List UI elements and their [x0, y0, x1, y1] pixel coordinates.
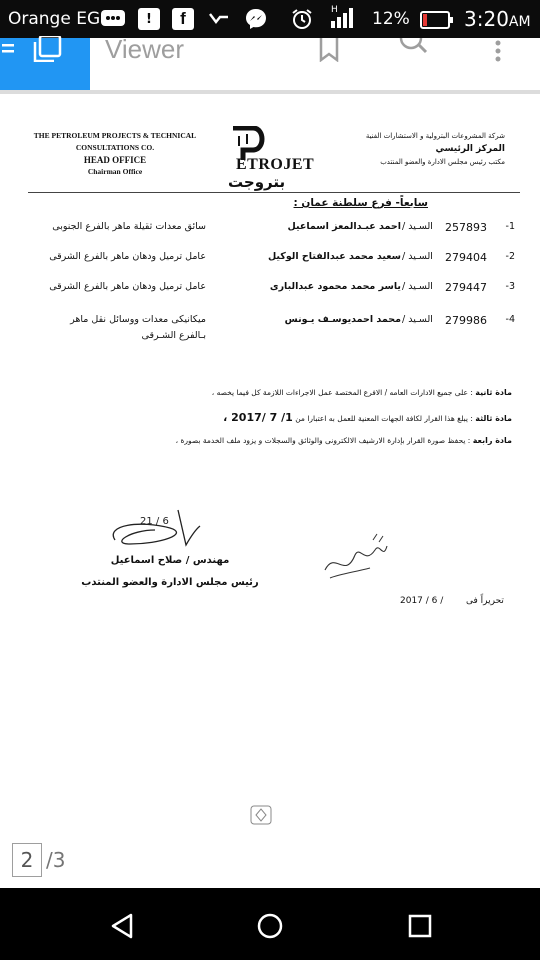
messenger-icon: [244, 8, 268, 30]
chairman-office-label: Chairman Office: [87, 167, 143, 176]
head-office-label: HEAD OFFICE: [83, 155, 147, 165]
back-icon: [109, 912, 135, 940]
carrier-name: Orange EG: [8, 9, 101, 29]
logo-name-ar: بتروجت: [228, 173, 286, 191]
row-number: -2: [505, 251, 515, 262]
article-text: : يبلغ هذا القرار لكافة الجهات المعنية للعمل به اعتبارا من: [295, 414, 473, 423]
status-bar: [0, 0, 540, 38]
page-edge: [0, 90, 540, 94]
signer-name: مهندس / صلاح اسماعيل: [110, 555, 230, 566]
letterhead-divider: [28, 192, 520, 193]
more-options-button[interactable]: [494, 40, 502, 66]
signature-note: 21 / 6: [140, 516, 169, 527]
current-page[interactable]: 2: [12, 843, 42, 877]
company-name-en-1: THE PETROLEUM PROJECTS & TECHNICAL: [33, 131, 197, 140]
company-name-ar: شركة المشروعات البترولية و الاستشارات الفنية: [365, 132, 505, 140]
messaging-icon: [100, 8, 126, 30]
navigation-bar: [0, 888, 540, 960]
documents-icon: [30, 36, 64, 66]
employee-code: 279986: [445, 314, 487, 327]
table-row: [30, 221, 515, 245]
app-bar: [0, 34, 540, 90]
section-title: سابعاً- فرع سلطنة عمان :: [293, 197, 428, 209]
recents-icon: [407, 913, 433, 939]
employee-code: 257893: [445, 221, 487, 234]
job-title-continued: بـالفرع الشـرقى: [141, 330, 206, 341]
employee-code: 279404: [445, 251, 487, 264]
letterhead-arabic: [330, 130, 505, 169]
battery-percent: 12%: [372, 9, 410, 29]
table-row: [30, 314, 515, 350]
total-pages: /3: [46, 848, 66, 872]
table-row: [30, 281, 515, 305]
honorific: السـيد /: [402, 251, 433, 262]
article-4: [32, 436, 512, 445]
logo-name-en: ETROJET: [236, 156, 315, 173]
article-label: مادة ثالثة: [475, 414, 512, 423]
article-text: : على جميع الادارات العامه / الافرع المختصة عمل الاجراءات اللازمة كل فيما يخصه ،: [211, 388, 473, 397]
article-text: : يحفظ صورة القرار بإدارة الارشيف الالكترونى والوثائق والسجلات و يزود ملف الخدمة بصورة ،: [175, 436, 471, 445]
chairman-office-ar: مكتب رئيس مجلس الادارة والعضو المنتدب: [380, 158, 505, 166]
search-button[interactable]: [398, 38, 428, 64]
home-icon: [256, 912, 284, 940]
table-row: [30, 251, 515, 275]
company-name-en-2: CONSULTATIONS CO.: [75, 143, 155, 152]
row-number: -3: [505, 281, 515, 292]
row-number: -1: [505, 221, 515, 232]
signer-title: رئيس مجلس الادارة والعضو المنتدب: [81, 577, 259, 588]
employee-name: احمد عبـدالمعز اسماعيل: [287, 221, 401, 232]
article-3: [32, 411, 512, 424]
employee-code: 279447: [445, 281, 487, 294]
article-2: [32, 388, 512, 397]
bookmark-button[interactable]: [316, 38, 342, 66]
row-number: -4: [505, 314, 515, 325]
home-button[interactable]: [252, 908, 288, 944]
page-counter[interactable]: [12, 843, 65, 877]
watermark-seal-icon: [249, 804, 273, 826]
back-button[interactable]: [104, 908, 140, 944]
effective-date: 1/ 7 /2017 ،: [223, 411, 293, 424]
facebook-icon: f: [172, 8, 194, 30]
article-label: مادة ثانية: [475, 388, 512, 397]
check-icon: [207, 8, 231, 30]
recents-button[interactable]: [402, 908, 438, 944]
head-office-ar: المركز الرئيسي: [435, 144, 505, 154]
document-page: [0, 90, 540, 888]
more-vert-icon: [494, 40, 502, 62]
issue-date-label: تحريراً فى: [466, 596, 504, 606]
alert-icon: !: [138, 8, 160, 30]
article-label: مادة رابعة: [472, 436, 512, 445]
employee-name: محمد احمديوسـف يـونس: [284, 314, 401, 325]
clock: 3:20AM: [464, 7, 531, 31]
honorific: السـيد /: [402, 281, 433, 292]
employee-name: ياسر محمد محمود عبدالبارى: [269, 281, 401, 292]
employee-name: سعيد محمد عبدالفتاح الوكيل: [267, 251, 401, 262]
issue-date: 2017 / 6 /: [400, 596, 444, 606]
job-title: عامل ترميل ودهان ماهر بالفرع الشرقى: [49, 251, 206, 262]
alarm-icon: [290, 8, 314, 30]
app-title: Viewer: [105, 34, 185, 64]
search-icon: [398, 38, 428, 60]
job-title: سائق معدات ثقيلة ماهر بالفرع الجنوبى: [52, 221, 206, 232]
job-title: عامل ترميل ودهان ماهر بالفرع الشرقى: [49, 281, 206, 292]
initials-signature-icon: [315, 530, 395, 590]
honorific: السـيد /: [402, 314, 433, 325]
letterhead-english: [30, 130, 200, 178]
honorific: السـيد /: [402, 221, 433, 232]
bookmark-icon: [316, 38, 342, 62]
signal-icon: H: [327, 6, 357, 28]
signer-block: [70, 550, 270, 594]
battery-icon: [420, 9, 454, 31]
menu-button[interactable]: [0, 38, 90, 90]
menu-icon: [2, 42, 16, 66]
job-title: ميكانيكى معدات ووسائل نقل ماهر: [70, 314, 206, 325]
